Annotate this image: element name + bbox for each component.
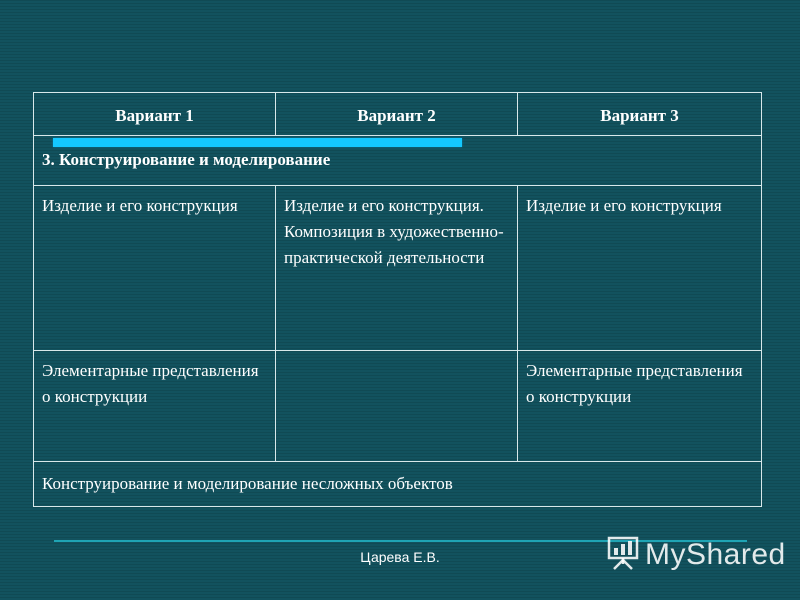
curriculum-table	[33, 92, 762, 507]
watermark-logo	[607, 535, 786, 575]
table-cell: Изделие и его конструкция. Композиция в художественно-практической деятельности	[276, 186, 518, 351]
table-cell-empty	[276, 351, 518, 462]
highlight-bar	[53, 138, 462, 147]
table-cell-summary: Конструирование и моделирование несложных объектов	[34, 462, 762, 507]
watermark-text: MyShared	[645, 538, 786, 571]
table-cell: Элементарные представления о конструкции	[34, 351, 276, 462]
table-row	[34, 462, 762, 507]
table-cell: Элементарные представления о конструкции	[518, 351, 762, 462]
header-variant-3: Вариант 3	[518, 93, 762, 136]
table-row	[34, 186, 762, 351]
section-title: 3. Конструирование и моделирование	[34, 136, 762, 186]
footer-author: Царева Е.В.	[360, 549, 440, 565]
header-row	[34, 93, 762, 136]
table-cell: Изделие и его конструкция	[518, 186, 762, 351]
table-cell: Изделие и его конструкция	[34, 186, 276, 351]
header-variant-1: Вариант 1	[34, 93, 276, 136]
header-variant-2: Вариант 2	[276, 93, 518, 136]
presentation-board-icon	[607, 535, 639, 576]
table-row	[34, 351, 762, 462]
